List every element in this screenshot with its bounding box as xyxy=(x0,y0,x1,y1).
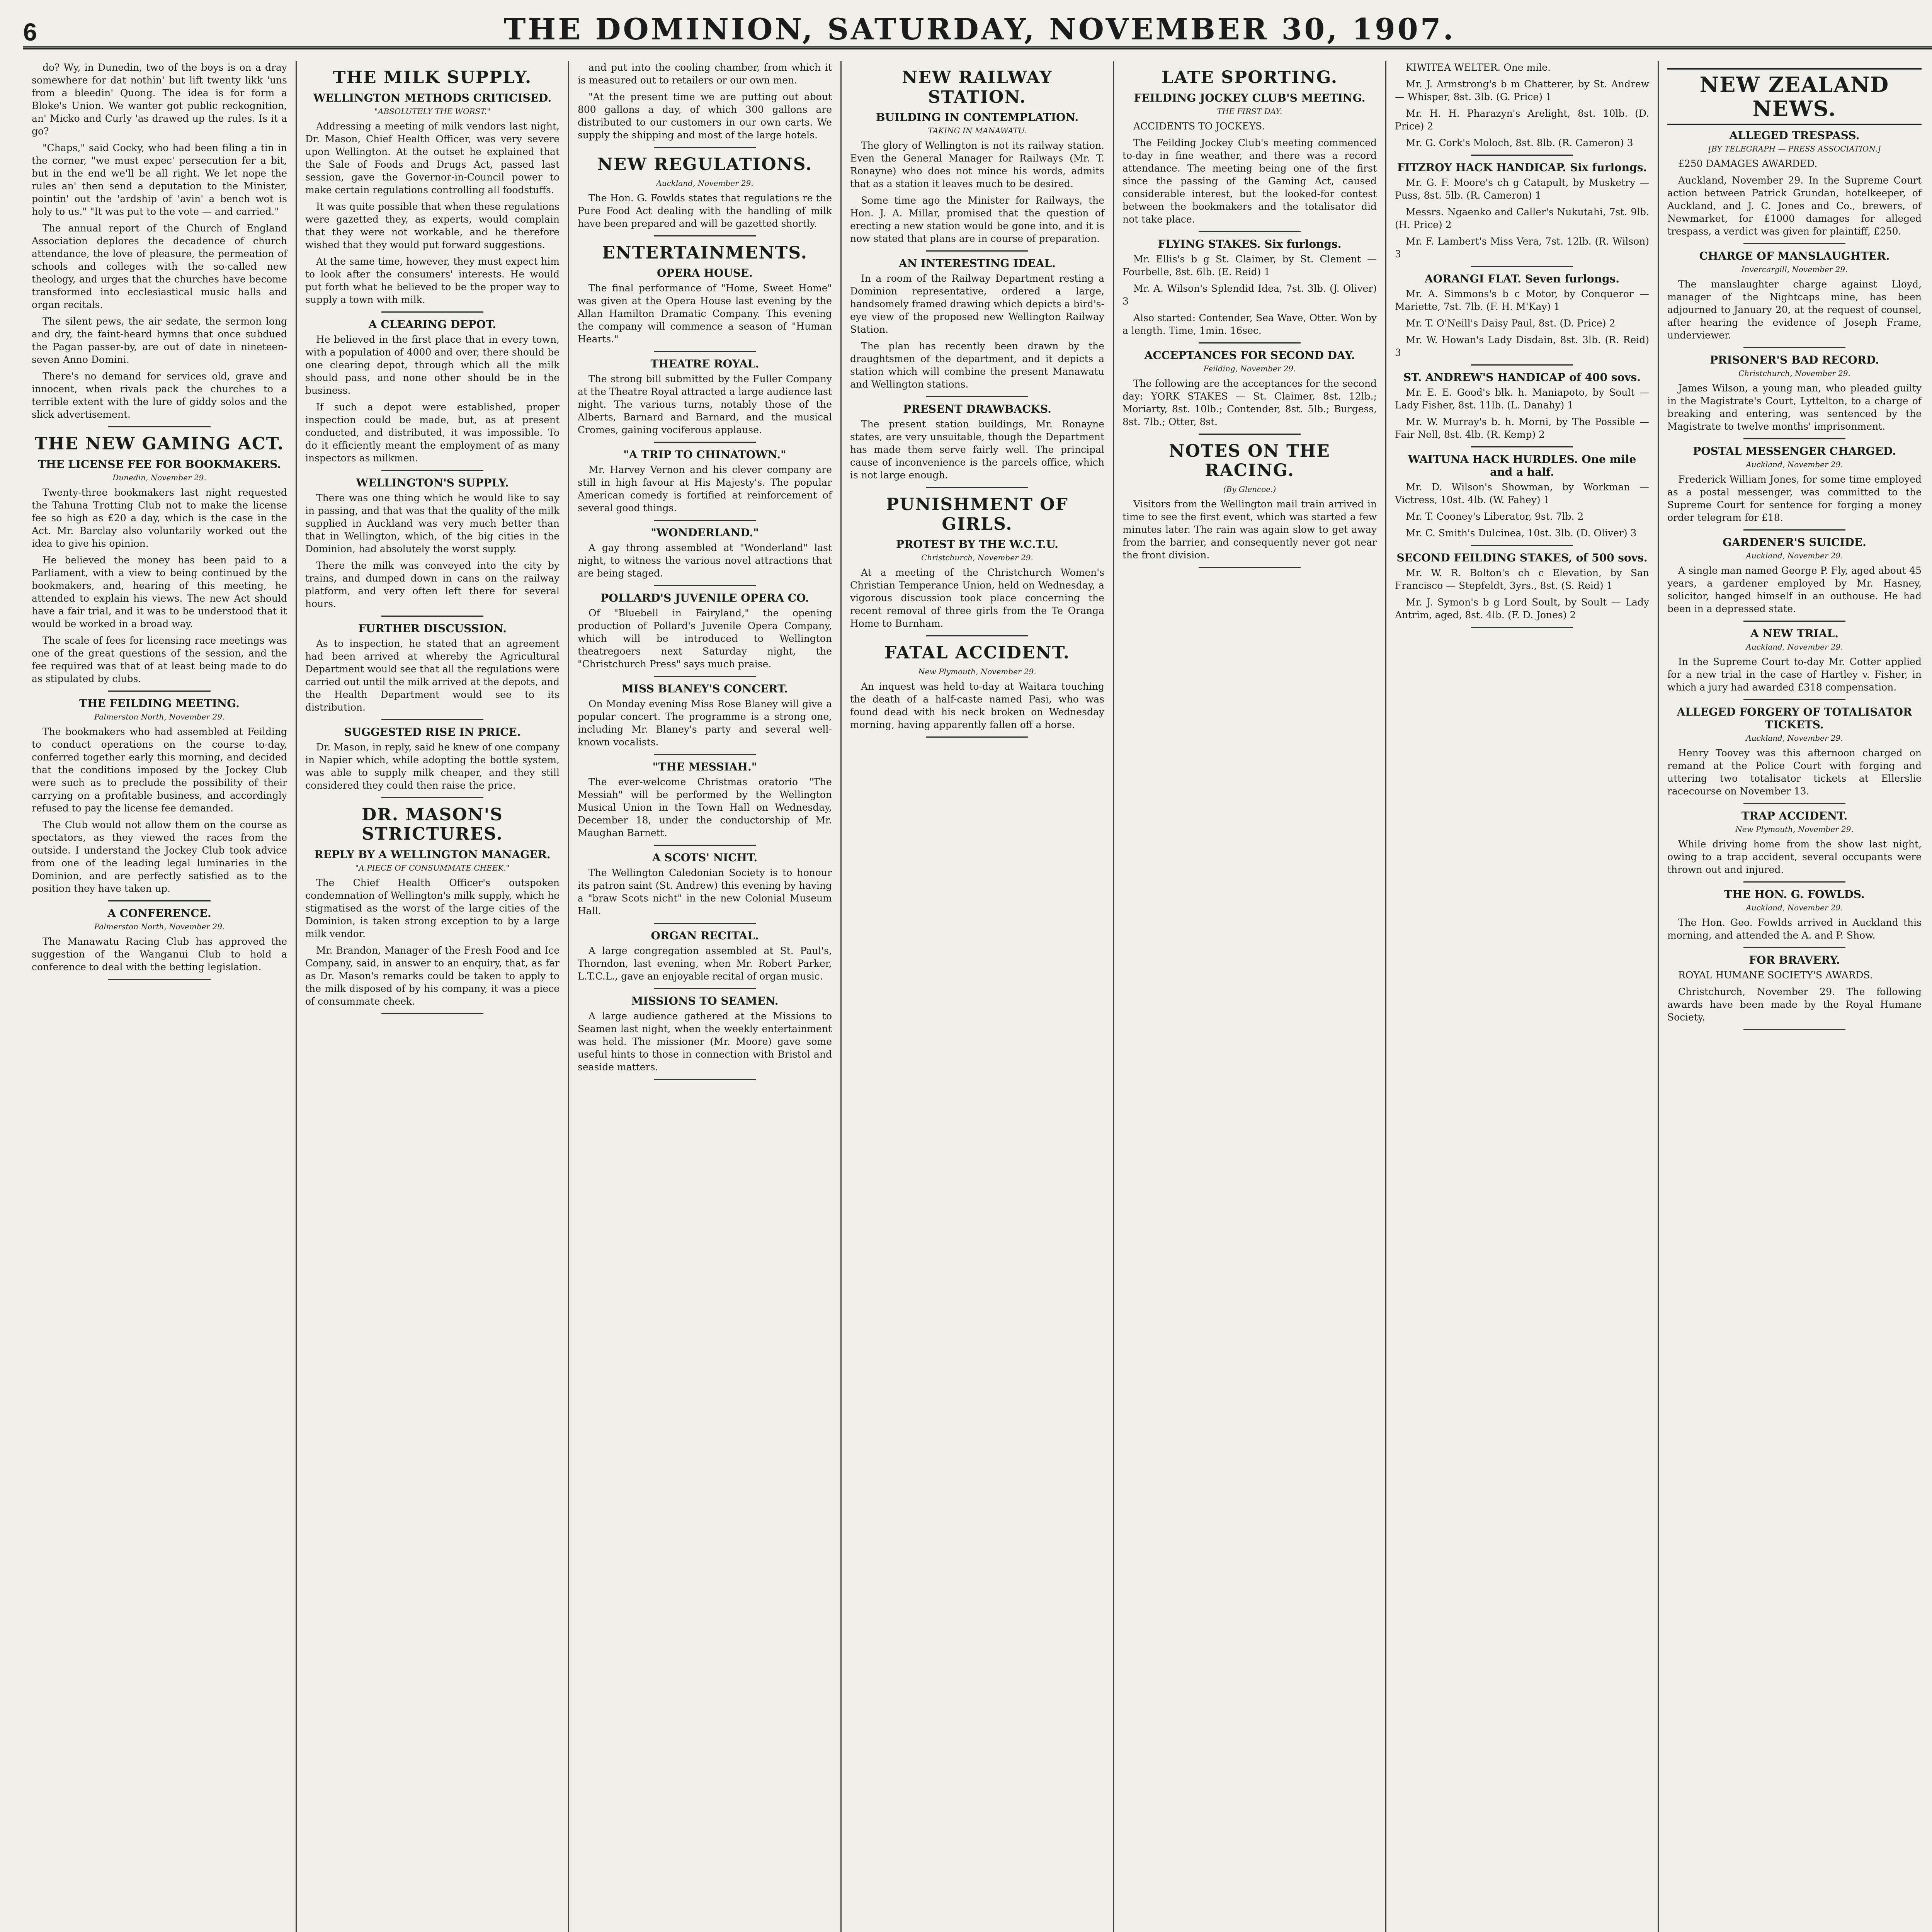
article-subheading: THE LICENSE FEE FOR BOOKMAKERS. xyxy=(37,457,281,471)
section-divider xyxy=(654,988,755,989)
column-4 xyxy=(840,61,1113,1932)
article-subheading: ALLEGED FORGERY OF TOTALISATOR TICKETS. xyxy=(1677,706,1912,731)
article-dateline: Christchurch, November 29. xyxy=(921,553,1033,563)
article-subheading: "A TRIP TO CHINATOWN." xyxy=(623,448,786,461)
article-paragraph: Henry Toovey was this afternoon charged on remand at the Police Court with forging and uttering two totalisator tickets at Ellerslie racecourse on November 13. xyxy=(1667,747,1922,797)
article-subheading: A NEW TRIAL. xyxy=(1750,627,1838,640)
article-subheading: WELLINGTON'S SUPPLY. xyxy=(356,476,509,489)
article-subheading: THE HON. G. FOWLDS. xyxy=(1724,888,1865,901)
article-paragraph: £250 DAMAGES AWARDED. xyxy=(1678,158,1818,170)
article-dateline: Feilding, November 29. xyxy=(1203,364,1296,373)
section-divider xyxy=(1743,947,1845,948)
section-divider xyxy=(1471,266,1573,267)
section-divider xyxy=(1743,621,1845,622)
article-paragraph: Mr. A. Wilson's Splendid Idea, 7st. 3lb. (J. Oliver) 3 xyxy=(1122,282,1377,307)
article-paragraph: While driving home from the show last night, owing to a trap accident, several occupants were thrown out and injured. xyxy=(1667,838,1922,876)
newspaper-title: THE DOMINION, SATURDAY, NOVEMBER 30, 1907. xyxy=(503,12,1456,46)
article-paragraph: It was quite possible that when these regulations were gazetted they, as experts, would complain that they were not workable, and he therefore wished that they would put forward suggestions. xyxy=(305,201,560,250)
article-paragraph: The present station buildings, Mr. Ronayne states, are very unsuitable, though the Department has made them serve fairly well. The principal cause of inconvenience is the parcels office, which is not large enough. xyxy=(850,418,1104,481)
article-paragraph: Of "Bluebell in Fairyland," the opening production of Pollard's Juvenile Opera Company, which will be introduced to Wellington theatregoers next Saturday night, the "Christchurch Press" says much praise. xyxy=(578,607,832,670)
article-subheading: PROTEST BY THE W.C.T.U. xyxy=(896,538,1058,551)
article-dateline: Auckland, November 29. xyxy=(1746,642,1843,652)
article-paragraph: Mr. W. Howan's Lady Disdain, 8st. 3lb. (R. Reid) 3 xyxy=(1395,334,1649,358)
article-paragraph: Dr. Mason, in reply, said he knew of one company in Napier which, while adopting the bottle system, was able to supply milk cheaper, and they still considered they could then raise the price. xyxy=(305,741,560,791)
section-divider xyxy=(654,754,755,755)
article-paragraph: The annual report of the Church of England Association deplores the decadence of church attendance, the love of pleasure, the permeation of schools and colleges with the so-called new theology, and urges that the churches have become transformed into ecclesiastical music halls and organ recitals. xyxy=(32,223,287,310)
article-paragraph: Mr. C. Smith's Dulcinea, 10st. 3lb. (D. Oliver) 3 xyxy=(1406,527,1637,539)
article-subheading: PRESENT DRAWBACKS. xyxy=(903,403,1051,416)
section-divider xyxy=(1743,881,1845,883)
article-headline: FATAL ACCIDENT. xyxy=(884,643,1070,663)
section-divider xyxy=(1743,438,1845,439)
article-subheading: ALLEGED TRESPASS. xyxy=(1729,129,1860,142)
section-divider xyxy=(926,635,1028,636)
article-dateline: Palmerston North, November 29. xyxy=(94,712,225,721)
section-divider xyxy=(1471,446,1573,447)
article-paragraph: James Wilson, a young man, who pleaded guilty in the Magistrate's Court, Lyttelton, to a charge of breaking and entering, was sentenced by the Magistrate to twelve months' imprisonment. xyxy=(1667,383,1922,432)
article-headline: ENTERTAINMENTS. xyxy=(602,243,808,263)
article-subheading: WELLINGTON METHODS CRITICISED. xyxy=(313,91,552,104)
article-subheading: A SCOTS' NICHT. xyxy=(652,851,758,864)
article-paragraph: As to inspection, he stated that an agreement had been arrived at whereby the Agricultural Department would see that all the regulations were carried out until the milk arrived at the depots, and the Health Department would see to its distribution. xyxy=(305,638,560,713)
column-1 xyxy=(23,61,296,1932)
article-dateline: THE FIRST DAY. xyxy=(1217,106,1282,116)
section-divider xyxy=(654,1079,755,1080)
column-3 xyxy=(568,61,840,1932)
article-paragraph: The scale of fees for licensing race meetings was one of the great questions of the session, and the fee required was that of at least being made to do as stipulated by clubs. xyxy=(32,634,287,684)
article-dateline: TAKING IN MANAWATU. xyxy=(928,126,1027,136)
article-paragraph: Addressing a meeting of milk vendors last night, Dr. Mason, Chief Health Officer, was very severe upon Wellington. At the outset he explained that the Sale of Foods and Drugs Act, passed last session, gave the Governor-in-Council power to make certain regulations controlling all foodstuffs. xyxy=(305,120,560,196)
article-subheading: "THE MESSIAH." xyxy=(652,760,757,774)
article-paragraph: The Hon. Geo. Fowlds arrived in Auckland this morning, and attended the A. and P. Show. xyxy=(1667,917,1922,941)
article-paragraph: The strong bill submitted by the Fuller Company at the Theatre Royal attracted a large audience last night. The various turns, notably those of the Alberts, Barnard and Barnard, and the musical Cromes, gaining vociferous applause. xyxy=(578,373,832,436)
article-paragraph: On Monday evening Miss Rose Blaney will give a popular concert. The programme is a strong one, including Mr. Blaney's party and several well-known vocalists. xyxy=(578,698,832,748)
column-6 xyxy=(1385,61,1658,1932)
article-paragraph: A gay throng assembled at "Wonderland" last night, to witness the various novel attractions that are being staged. xyxy=(578,542,832,579)
section-divider xyxy=(1471,364,1573,366)
section-divider xyxy=(381,311,483,313)
article-paragraph: ROYAL HUMANE SOCIETY'S AWARDS. xyxy=(1678,969,1873,981)
section-divider xyxy=(1199,567,1300,568)
article-paragraph: Mr. Harvey Vernon and his clever company are still in high favour at His Majesty's. The popular American comedy is fortified at reinforcement of several good things. xyxy=(578,464,832,514)
article-paragraph: KIWITEA WELTER. One mile. xyxy=(1406,62,1551,73)
article-paragraph: Also started: Contender, Sea Wave, Otter. Won by a length. Time, 1min. 16sec. xyxy=(1122,312,1377,336)
article-paragraph: Mr. Brandon, Manager of the Fresh Food and Ice Company, said, in answer to an enquiry, that, as far as Dr. Mason's remarks could be taken to apply to the milk disposed of by his company, it was a piece of consummate cheek. xyxy=(305,944,560,1007)
article-paragraph: The following are the acceptances for the second day: YORK STAKES — St. Claimer, 8st. 12lb.; Moriarty, 8st. 10lb.; Contender, 8st. 5lb.; Burgess, 8st. 7lb.; Otter, 8st. xyxy=(1122,378,1377,427)
section-divider xyxy=(1743,1029,1845,1030)
article-paragraph: "Chaps," said Cocky, who had been filing a tin in the corner, "we must expec' persecution fer a bit, but in the end we'll be all right. We let nope the rules an' then send a deputation to the Minister, pointin' out the 'ardship of 'avin' a bench wot is holy to us." "It was put to the vote — and carried." xyxy=(32,142,287,217)
article-dateline: "A PIECE OF CONSUMMATE CHEEK." xyxy=(355,863,510,872)
article-paragraph: The plan has recently been drawn by the draughtsmen of the department, and it depicts a station which will combine the present Manawatu and Wellington stations. xyxy=(850,340,1104,390)
article-paragraph: The Feilding Jockey Club's meeting commenced to-day in fine weather, and there was a record attendance. The meeting being one of the first since the passing of the Gaming Act, caused considerable interest, but the looked-for contest between the bookmakers and the totalisator did not take place. xyxy=(1122,137,1377,225)
section-divider xyxy=(381,797,483,798)
article-paragraph: There was one thing which he would like to say in passing, and that was that the quality of the milk supplied in Auckland was very much better than that in Wellington, which, of the big cities in the Dominion, had absolutely the worst supply. xyxy=(305,492,560,554)
article-subheading: REPLY BY A WELLINGTON MANAGER. xyxy=(314,848,551,861)
section-divider xyxy=(108,690,210,692)
article-paragraph: Mr. A. Simmons's b c Motor, by Conqueror — Mariette, 7st. 7lb. (F. H. M'Kay) 1 xyxy=(1395,288,1649,312)
article-paragraph: Mr. F. Lambert's Miss Vera, 7st. 12lb. (R. Wilson) 3 xyxy=(1395,236,1649,260)
section-divider xyxy=(654,676,755,677)
article-paragraph: Mr. D. Wilson's Showman, by Workman — Victress, 10st. 4lb. (W. Fahey) 1 xyxy=(1395,481,1649,505)
article-paragraph: Twenty-three bookmakers last night requested the Tahuna Trotting Club not to make the license fee so high as £20 a day, which is the case in the Act. Mr. Barclay also voluntarily worked out the idea to give his opinion. xyxy=(32,486,287,549)
article-subheading: AN INTERESTING IDEAL. xyxy=(899,257,1056,270)
article-paragraph: He believed in the first place that in every town, with a population of 4000 and over, there should be one clearing depot, through which all the milk should pass, and none other should be in the business. xyxy=(305,333,560,396)
article-paragraph: The Manawatu Racing Club has approved the suggestion of the Wanganui Club to hold a conference to deal with the betting legislation. xyxy=(32,935,287,973)
columns xyxy=(23,61,1932,1932)
article-subheading: SUGGESTED RISE IN PRICE. xyxy=(344,725,521,738)
section-divider xyxy=(926,487,1028,488)
section-divider xyxy=(654,351,755,352)
section-divider xyxy=(108,979,210,980)
article-dateline: Auckland, November 29. xyxy=(1746,733,1843,743)
article-paragraph: The bookmakers who had assembled at Feilding to conduct operations on the course to-day, conferred together early this morning, and decided that the conditions imposed by the Jockey Club were such as to preclude the possibility of their carrying on a profitable business, and accordingly refused to pay the license fee demanded. xyxy=(32,726,287,814)
article-headline: NEW ZEALAND NEWS. xyxy=(1667,68,1922,125)
article-dateline: New Plymouth, November 29. xyxy=(918,667,1036,676)
article-paragraph: "At the present time we are putting out about 800 gallons a day, of which 300 gallons are distributed to our customers in our own carts. We supply the shipping and most of the large hotels. xyxy=(578,91,832,141)
article-headline: PUNISHMENT OF GIRLS. xyxy=(886,495,1068,534)
article-headline: LATE SPORTING. xyxy=(1161,68,1338,87)
column-5 xyxy=(1113,61,1385,1932)
article-subheading: PRISONER'S BAD RECORD. xyxy=(1710,354,1879,367)
article-dateline: Dunedin, November 29. xyxy=(112,473,206,482)
article-paragraph: Mr. H. H. Pharazyn's Arelight, 8st. 10lb. (D. Price) 2 xyxy=(1395,108,1649,132)
article-paragraph: Mr. G. Cork's Moloch, 8st. 8lb. (R. Cameron) 3 xyxy=(1406,137,1633,148)
article-subheading: OPERA HOUSE. xyxy=(656,267,753,280)
section-divider xyxy=(1471,155,1573,156)
article-subheading: THE FEILDING MEETING. xyxy=(79,697,240,710)
article-paragraph: The Club would not allow them on the course as spectators, as they viewed the races from the outside. I understand the Jockey Club took advice from one of the leading legal luminaries in the Dominion, and are perfectly satisfied as to the position they have taken up. xyxy=(32,819,287,894)
article-paragraph: At the same time, however, they must expect him to look after the consumers' interests. He would put forth what he believed to be the proper way to supply a town with milk. xyxy=(305,255,560,305)
article-paragraph: The Chief Health Officer's outspoken condemnation of Wellington's milk supply, which he stigmatised as the worst of the large cities of the Dominion, is taken strong exception to by a large milk vendor. xyxy=(305,877,560,939)
section-divider xyxy=(381,1013,483,1014)
article-subheading: POSTAL MESSENGER CHARGED. xyxy=(1693,445,1896,458)
article-dateline: Invercargill, November 29. xyxy=(1741,265,1848,274)
section-divider xyxy=(926,250,1028,252)
section-divider xyxy=(1471,627,1573,628)
article-dateline: New Plymouth, November 29. xyxy=(1735,825,1854,834)
section-divider xyxy=(108,426,210,427)
article-subheading: FURTHER DISCUSSION. xyxy=(358,622,507,635)
article-paragraph: Auckland, November 29. In the Supreme Court action between Patrick Grundan, hotelkeeper, of Auckland, and J. C. Jones and Co., brewers, of Newmarket, for £1000 damages for alleged trespass, a verdict was given for plaintiff, £250. xyxy=(1667,175,1922,237)
article-paragraph: In a room of the Railway Department resting a Dominion representative, ordered a large, handsomely framed drawing which depicts a bird's-eye view of the proposed new Wellington Railway Station. xyxy=(850,273,1104,335)
article-paragraph: The silent pews, the air sedate, the sermon long and dry, the faint-heard hymns that once subdued the Pagan passer-by, are out of date in nineteen-seven Anno Domini. xyxy=(32,316,287,365)
article-subheading: MISSIONS TO SEAMEN. xyxy=(631,995,779,1008)
section-divider xyxy=(1199,342,1300,344)
article-subheading: BUILDING IN CONTEMPLATION. xyxy=(876,111,1079,124)
section-divider xyxy=(654,923,755,924)
section-divider xyxy=(654,147,755,148)
article-paragraph: Mr. J. Symon's b g Lord Soult, by Soult — Lady Antrim, aged, 8st. 4lb. (F. D. Jones) 2 xyxy=(1395,597,1649,621)
article-paragraph: Some time ago the Minister for Railways, the Hon. J. A. Millar, promised that the question of erecting a new station would be gone into, and it is now stated that plans are in course of preparation. xyxy=(850,195,1104,245)
section-divider xyxy=(654,585,755,586)
article-subheading: AORANGI FLAT. Seven furlongs. xyxy=(1424,272,1620,285)
section-divider xyxy=(1199,434,1300,435)
article-paragraph: Mr. J. Armstrong's b m Chatterer, by St. Andrew — Whisper, 8st. 3lb. (G. Price) 1 xyxy=(1395,78,1649,102)
article-subheading: FOR BRAVERY. xyxy=(1749,954,1840,967)
article-paragraph: do? Wy, in Dunedin, two of the boys is on a dray somewhere for dat nothin' but lift twenty likk 'uns from a bleedin' Quong. The idea is for form a Bloke's Union. We wanter got public reckognition, an' Micko and Curly 'as drawed up the rules. Is it a go? xyxy=(32,62,287,137)
article-subheading: ORGAN RECITAL. xyxy=(651,929,759,942)
article-dateline: [BY TELEGRAPH — PRESS ASSOCIATION.] xyxy=(1708,144,1881,154)
article-headline: DR. MASON'S STRICTURES. xyxy=(362,804,503,844)
article-paragraph: Mr. T. Cooney's Liberator, 9st. 7lb. 2 xyxy=(1406,511,1584,522)
article-paragraph: Mr. Ellis's b g St. Claimer, by St. Clement — Fourbelle, 8st. 6lb. (E. Reid) 1 xyxy=(1122,253,1377,277)
article-paragraph: The Hon. G. Fowlds states that regulations re the Pure Food Act dealing with the handling of milk have been prepared and will be gazetted shortly. xyxy=(578,192,832,229)
article-paragraph: Mr. W. R. Bolton's ch c Elevation, by San Francisco — Stepfeldt, 3yrs., 8st. (S. Reid) 1 xyxy=(1395,567,1649,591)
article-paragraph: Mr. G. F. Moore's ch g Catapult, by Musketry — Puss, 8st. 5lb. (R. Cameron) 1 xyxy=(1395,177,1649,201)
article-headline: NOTES ON THE RACING. xyxy=(1169,441,1330,481)
article-paragraph: Frederick William Jones, for some time employed as a postal messenger, was committed to the Supreme Court for sentence for forging a money order telegram for £18. xyxy=(1667,474,1922,524)
article-dateline: Auckland, November 29. xyxy=(1746,903,1843,913)
article-paragraph: A single man named George P. Fly, aged about 45 years, a gardener employed by Mr. Hasney, solicitor, hanged himself in an outhouse. He had been in a depressed state. xyxy=(1667,565,1922,615)
article-dateline: "ABSOLUTELY THE WORST." xyxy=(374,106,491,116)
article-paragraph: Messrs. Ngaenko and Caller's Nukutahi, 7st. 9lb. (H. Price) 2 xyxy=(1395,206,1649,230)
section-divider xyxy=(654,442,755,443)
section-divider xyxy=(926,396,1028,397)
section-divider xyxy=(108,900,210,901)
article-paragraph: There's no demand for services old, grave and innocent, when rivals pack the churches to a terrible extent with the lure of giddy solos and the slick advertisement. xyxy=(32,371,287,420)
masthead xyxy=(23,12,1932,49)
article-paragraph: Christchurch, November 29. The following awards have been made by the Royal Humane Society. xyxy=(1667,986,1922,1023)
section-divider xyxy=(1471,545,1573,546)
article-paragraph: An inquest was held to-day at Waitara touching the death of a half-caste named Pasi, who was found dead with his neck broken on Wednesday morning, having apparently fallen off a horse. xyxy=(850,680,1104,730)
article-subheading: FLYING STAKES. Six furlongs. xyxy=(1158,237,1342,250)
article-subheading: TRAP ACCIDENT. xyxy=(1741,810,1848,823)
section-divider xyxy=(926,736,1028,738)
article-paragraph: A large audience gathered at the Missions to Seamen last night, when the weekly entertainment was held. The missioner (Mr. Moore) gave some useful hints to those in connection with Bristol and seaside matters. xyxy=(578,1010,832,1073)
section-divider xyxy=(1743,803,1845,804)
section-divider xyxy=(1743,699,1845,700)
column-7 xyxy=(1658,61,1930,1932)
article-subheading: SECOND FEILDING STAKES, of 500 sovs. xyxy=(1396,551,1648,564)
article-paragraph: Visitors from the Wellington mail train arrived in time to see the first event, which was started a few minutes later. The rain was again slow to get away from the barrier, and consequently never got near the front division. xyxy=(1122,498,1377,561)
article-paragraph: ACCIDENTS TO JOCKEYS. xyxy=(1133,120,1265,132)
section-divider xyxy=(1743,347,1845,348)
article-subheading: THEATRE ROYAL. xyxy=(650,357,759,371)
section-divider xyxy=(1743,529,1845,531)
article-subheading: FITZROY HACK HANDICAP. Six furlongs. xyxy=(1397,161,1647,174)
article-paragraph: He believed the money has been paid to a Parliament, with a view to being continued by the bookmakers, and, hearing of this meeting, he attended to explain his views. The new Act should have a fair trial, and it was to be understood that it would be worked in a broad way. xyxy=(32,554,287,629)
article-paragraph: and put into the cooling chamber, from which it is measured out to retailers or our own men. xyxy=(578,62,832,86)
section-divider xyxy=(1743,243,1845,244)
article-paragraph: Mr. E. E. Good's blk. h. Maniapoto, by Soult — Lady Fisher, 8st. 11lb. (L. Danahy) 1 xyxy=(1395,387,1649,411)
article-subheading: A CLEARING DEPOT. xyxy=(368,318,497,331)
article-headline: NEW RAILWAY STATION. xyxy=(902,68,1053,107)
article-dateline: Palmerston North, November 29. xyxy=(94,922,225,931)
article-dateline: Christchurch, November 29. xyxy=(1738,369,1850,378)
article-paragraph: If such a depot were established, proper inspection could be made, but, as at present conducted, and distributed, it was impossible. To do it efficiently meant the employment of as many inspectors as milkmen. xyxy=(305,401,560,464)
article-headline: NEW REGULATIONS. xyxy=(597,155,813,174)
article-paragraph: At a meeting of the Christchurch Women's Christian Temperance Union, held on Wednesday, a vigorous discussion took place concerning the recent removal of three girls from the Te Oranga Home to Burnham. xyxy=(850,567,1104,629)
article-subheading: POLLARD'S JUVENILE OPERA CO. xyxy=(600,592,809,605)
article-subheading: GARDENER'S SUICIDE. xyxy=(1723,536,1866,549)
section-divider xyxy=(1199,231,1300,232)
article-paragraph: Mr. W. Murray's b. h. Morni, by The Possible — Fair Nell, 8st. 4lb. (R. Kemp) 2 xyxy=(1395,416,1649,440)
article-paragraph: The final performance of "Home, Sweet Home" was given at the Opera House last evening by the Allan Hamilton Dramatic Company. This evening the company will commence a season of "Human Hearts." xyxy=(578,282,832,345)
section-divider xyxy=(381,719,483,720)
section-divider xyxy=(654,845,755,846)
article-paragraph: The Wellington Caledonian Society is to honour its patron saint (St. Andrew) this evening by having a "braw Scots nicht" in the new Colonial Museum Hall. xyxy=(578,867,832,917)
article-dateline: Auckland, November 29. xyxy=(1746,551,1843,561)
section-divider xyxy=(381,616,483,617)
article-headline: THE NEW GAMING ACT. xyxy=(34,434,284,454)
article-headline: THE MILK SUPPLY. xyxy=(333,68,532,87)
article-paragraph: There the milk was conveyed into the city by trains, and dumped down in cans on the railway platform, and very often left there for several hours. xyxy=(305,560,560,609)
article-paragraph: In the Supreme Court to-day Mr. Cotter applied for a new trial in the case of Hartley v. Fisher, in which a jury had awarded £318 compensation. xyxy=(1667,656,1922,693)
section-divider xyxy=(381,470,483,471)
article-subheading: ACCEPTANCES FOR SECOND DAY. xyxy=(1144,349,1355,362)
column-2 xyxy=(296,61,568,1932)
page-number: 6 xyxy=(23,18,37,46)
article-subheading: "WONDERLAND." xyxy=(651,526,759,539)
article-dateline: (By Glencoe.) xyxy=(1223,484,1276,494)
article-paragraph: A large congregation assembled at St. Paul's, Thorndon, last evening, when Mr. Robert Parker, L.T.C.L., gave an enjoyable recital of organ music. xyxy=(578,945,832,982)
article-paragraph: The glory of Wellington is not its railway station. Even the General Manager for Railways (Mr. T. Ronayne) who does not mince his words, admits that as a station it leaves much to be desired. xyxy=(850,140,1104,190)
article-paragraph: The manslaughter charge against Lloyd, manager of the Nightcaps mine, has been adjourned to January 20, at the request of counsel, after hearing the evidence of Joseph Frame, underviewer. xyxy=(1667,279,1922,341)
article-dateline: Auckland, November 29. xyxy=(1746,460,1843,469)
article-subheading: WAITUNA HACK HURDLES. One mile and a half. xyxy=(1408,453,1636,478)
article-subheading: FEILDING JOCKEY CLUB'S MEETING. xyxy=(1134,91,1366,104)
article-subheading: MISS BLANEY'S CONCERT. xyxy=(622,682,788,696)
article-dateline: Auckland, November 29. xyxy=(656,178,753,188)
section-divider xyxy=(654,235,755,236)
article-paragraph: The ever-welcome Christmas oratorio "The Messiah" will be performed by the Wellington Musical Union in the Town Hall on Wednesday, December 18, under the conductorship of Mr. Maughan Barnett. xyxy=(578,776,832,839)
article-paragraph: Mr. T. O'Neill's Daisy Paul, 8st. (D. Price) 2 xyxy=(1406,318,1616,329)
article-subheading: ST. ANDREW'S HANDICAP of 400 sovs. xyxy=(1403,371,1641,384)
article-subheading: CHARGE OF MANSLAUGHTER. xyxy=(1699,250,1890,263)
section-divider xyxy=(654,520,755,521)
article-subheading: A CONFERENCE. xyxy=(107,906,211,920)
